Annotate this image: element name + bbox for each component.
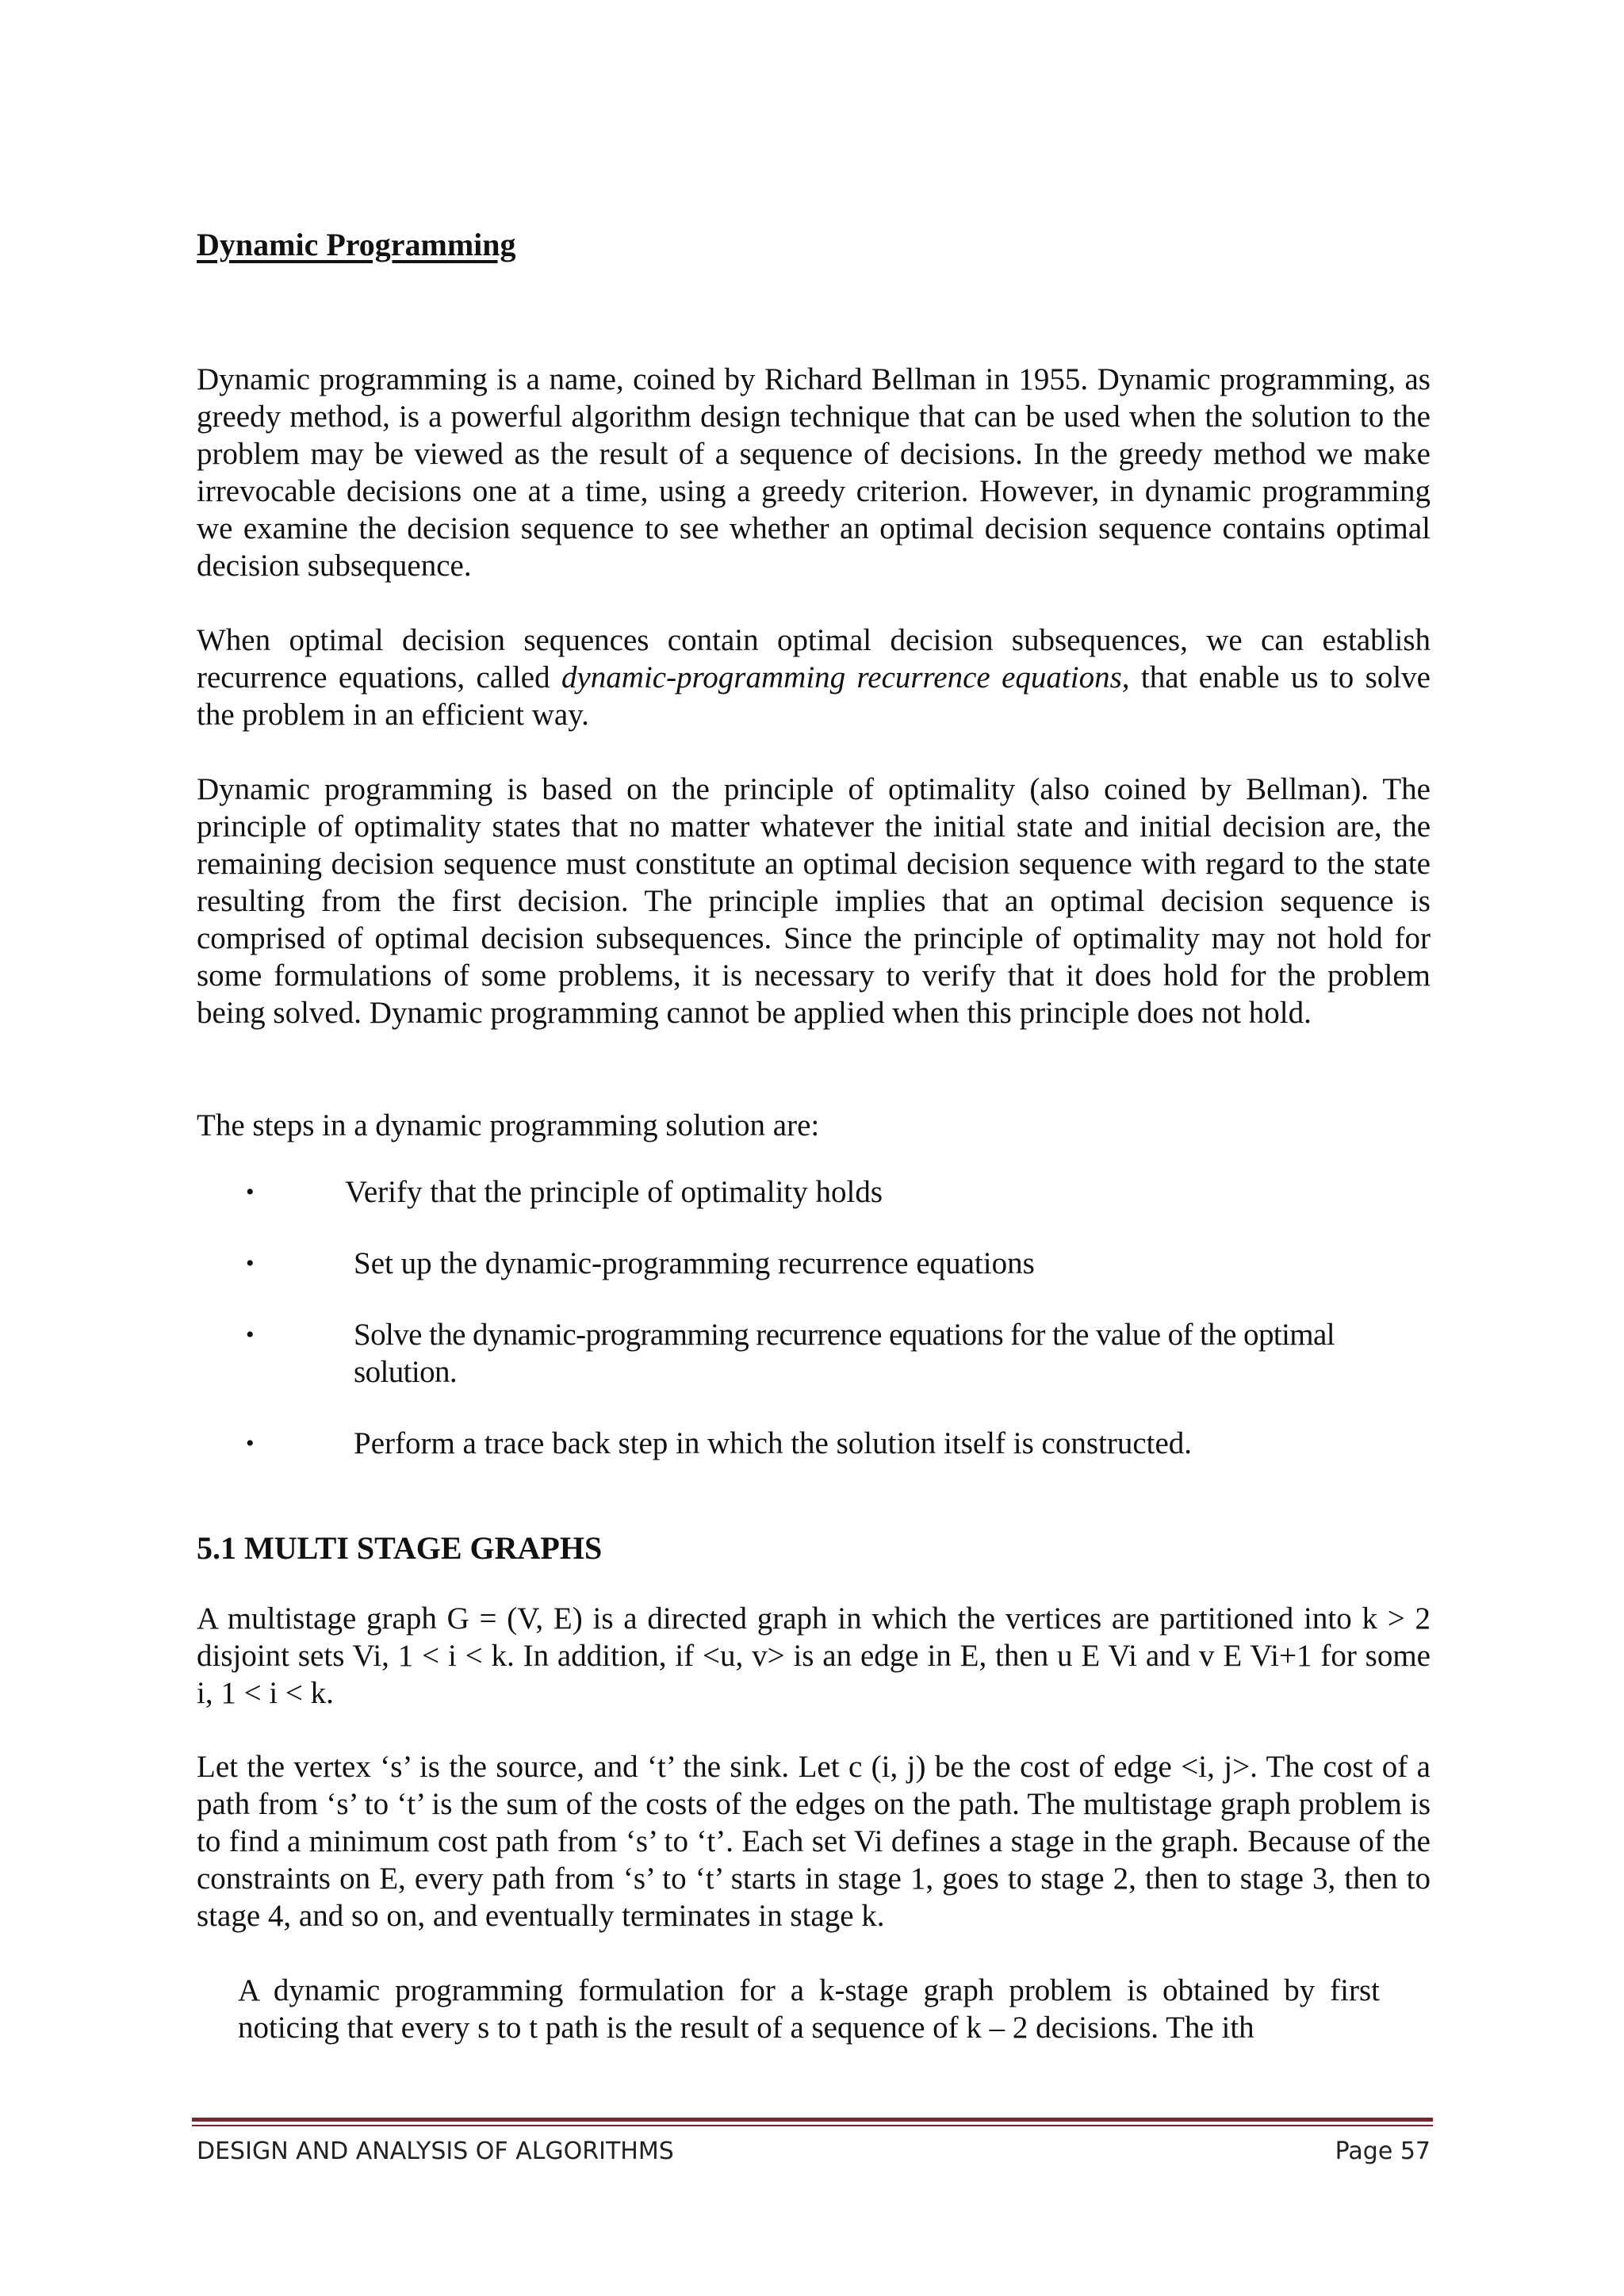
- bullet-icon: •: [246, 1430, 255, 1456]
- recurrence-paragraph: [197, 622, 1431, 733]
- recurrence-text-after: that enable us to solve the problem in an efficient way.: [197, 660, 1431, 732]
- page-number: Page 57: [1335, 2137, 1431, 2165]
- list-item: [197, 1316, 1431, 1391]
- footer-title: DESIGN AND ANALYSIS OF ALGORITHMS: [197, 2137, 674, 2165]
- bullet-icon: •: [246, 1250, 255, 1276]
- list-item: [197, 1245, 1431, 1282]
- list-item: [197, 1425, 1431, 1462]
- footer-rule-thin: [192, 2125, 1433, 2126]
- step-text: Verify that the principle of optimality holds: [345, 1175, 883, 1209]
- optimality-paragraph: Dynamic programming is based on the principle of optimality (also coined by Bellman). The principle of optimality states that no matter whatever the initial state and initial decision are, the remaining decision sequence must constitute an optimal decision sequence with regard to the state resulting from the first decision. The principle implies that an optimal decision sequence is comprised of optimal decision subsequences. Since the principle of optimality may not hold for some formulations of some problems, it is necessary to verify that it does hold for the problem being solved. Dynamic programming cannot be applied when this principle does not hold.: [197, 772, 1431, 1030]
- page-heading: Dynamic Programming: [197, 227, 516, 262]
- bullet-icon: •: [246, 1179, 255, 1205]
- step-text: Solve the dynamic-programming recurrence equations for the value of the optimal solution.: [354, 1318, 1335, 1389]
- footer-rule: [192, 2118, 1433, 2122]
- source-sink-paragraph: Let the vertex ‘s’ is the source, and ‘t’ the sink. Let c (i, j) be the cost of edge <i, j>. The cost of a path from ‘s’ to ‘t’ is the sum of the costs of the edges on the path. The multistage graph problem is to find a minimum cost path from ‘s’ to ‘t’. Each set Vi defines a stage in the graph. Because of the constraints on E, every path from ‘s’ to ‘t’ starts in stage 1, goes to stage 2, then to stage 3, then to stage 4, and so on, and eventually terminates in stage k.: [197, 1750, 1431, 1933]
- section-title: 5.1 MULTI STAGE GRAPHS: [197, 1530, 603, 1566]
- step-text: Perform a trace back step in which the solution itself is constructed.: [354, 1426, 1193, 1460]
- steps-intro: The steps in a dynamic programming solution are:: [197, 1108, 820, 1142]
- list-item: [197, 1173, 1431, 1211]
- recurrence-text-before: When optimal decision sequences contain optimal decision subsequences, we can establish recurrence equations, called: [197, 623, 1431, 695]
- steps-list: [197, 1173, 1431, 1462]
- formulation-paragraph: A dynamic programming formulation for a k-stage graph problem is obtained by first noticing that every s to t path is the result of a sequence of k – 2 decisions. The ith: [238, 1973, 1380, 2045]
- bullet-icon: •: [246, 1322, 254, 1348]
- multistage-definition: A multistage graph G = (V, E) is a directed graph in which the vertices are partitioned into k > 2 disjoint sets Vi, 1 < i < k. In addition, if <u, v> is an edge in E, then u E Vi and v E Vi+1 for some i, 1 < i < k.: [197, 1601, 1431, 1710]
- recurrence-term: dynamic-programming recurrence equations,: [561, 660, 1130, 695]
- intro-paragraph: Dynamic programming is a name, coined by Richard Bellman in 1955. Dynamic programming, as greedy method, is a powerful algorithm design technique that can be used when the solution to the problem may be viewed as the result of a sequence of decisions. In the greedy method we make irrevocable decisions one at a time, using a greedy criterion. However, in dynamic programming we examine the decision sequence to see whether an optimal decision sequence contains optimal decision subsequence.: [197, 362, 1431, 583]
- step-text: Set up the dynamic-programming recurrence equations: [354, 1246, 1035, 1280]
